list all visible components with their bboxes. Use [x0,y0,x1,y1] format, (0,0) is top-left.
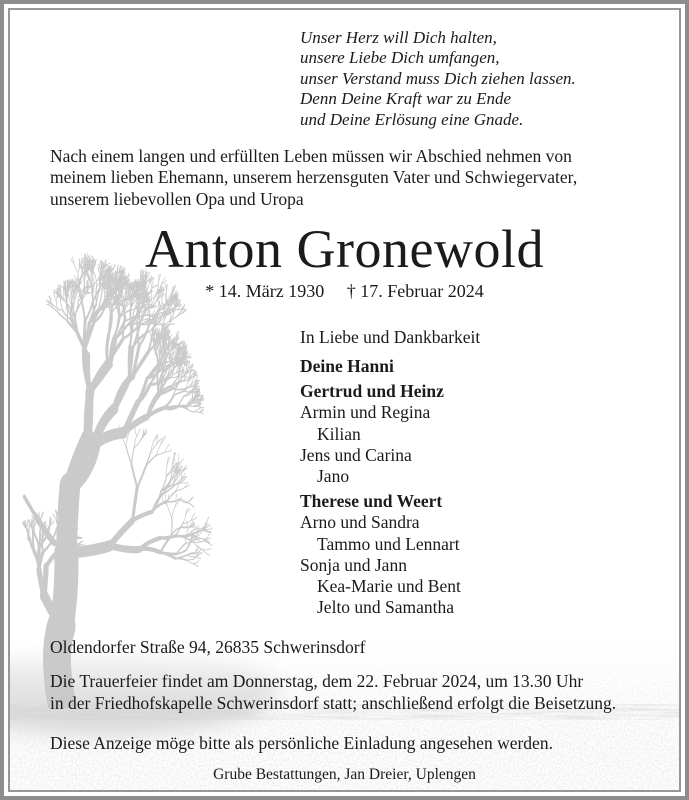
mourner-entry: Sonja und Jann [300,554,407,575]
death-date: † 17. Februar 2024 [346,281,484,301]
mourner-entry: Jelto und Samantha [317,597,455,618]
mourner-entry: Jens und Carina [300,444,412,465]
mourner-entry: Gertrud und Heinz [300,381,444,402]
intro-line: meinem lieben Ehemann, unserem herzensguten Vater und Schwiegervater, [50,167,578,188]
mourners-lead-in: In Liebe und Dankbarkeit [300,327,481,347]
mourner-entry: Arno und Sandra [300,512,420,533]
home-address: Oldendorfer Straße 94, 26835 Schwerinsdorf [50,637,366,657]
intro-paragraph [50,146,577,210]
poem-line: Unser Herz will Dich halten, [300,28,497,47]
poem-line: Denn Deine Kraft war zu Ende [300,89,512,109]
funeral-line: in der Friedhofskapelle Schwerinsdorf statt; anschließend erfolgt die Beisetzung. [50,692,617,713]
mourner-entry: Jano [317,466,350,487]
poem-line: unsere Liebe Dich umfangen, [300,48,500,68]
poem-line: und Deine Erlösung eine Gnade. [300,109,524,129]
invitation-note: Diese Anzeige möge bitte als persönliche Einladung angesehen werden. [50,733,553,753]
mourner-entry: Kea-Marie und Bent [317,576,461,597]
mourners-list [300,352,461,618]
mourner-entry: Therese und Weert [300,491,443,512]
birth-date: * 14. März 1930 [205,281,325,301]
mourner-entry: Deine Hanni [300,356,394,376]
life-dates [0,281,689,302]
funeral-info [50,671,616,714]
undertaker-credit: Grube Bestattungen, Jan Dreier, Uplengen [213,766,476,783]
intro-line: unserem liebevollen Opa und Uropa [50,188,304,209]
poem-line: unser Verstand muss Dich ziehen lassen. [300,68,576,88]
mourner-entry: Kilian [317,423,361,444]
poem [300,28,576,130]
mourner-entry: Armin und Regina [300,402,431,423]
mourner-entry: Tammo und Lennart [317,533,460,554]
deceased-name: Anton Gronewold [145,219,544,279]
funeral-line: Die Trauerfeier findet am Donnerstag, dem 22. Februar 2024, um 13.30 Uhr [50,671,584,691]
intro-line: Nach einem langen und erfüllten Leben müssen wir Abschied nehmen von [50,146,572,166]
